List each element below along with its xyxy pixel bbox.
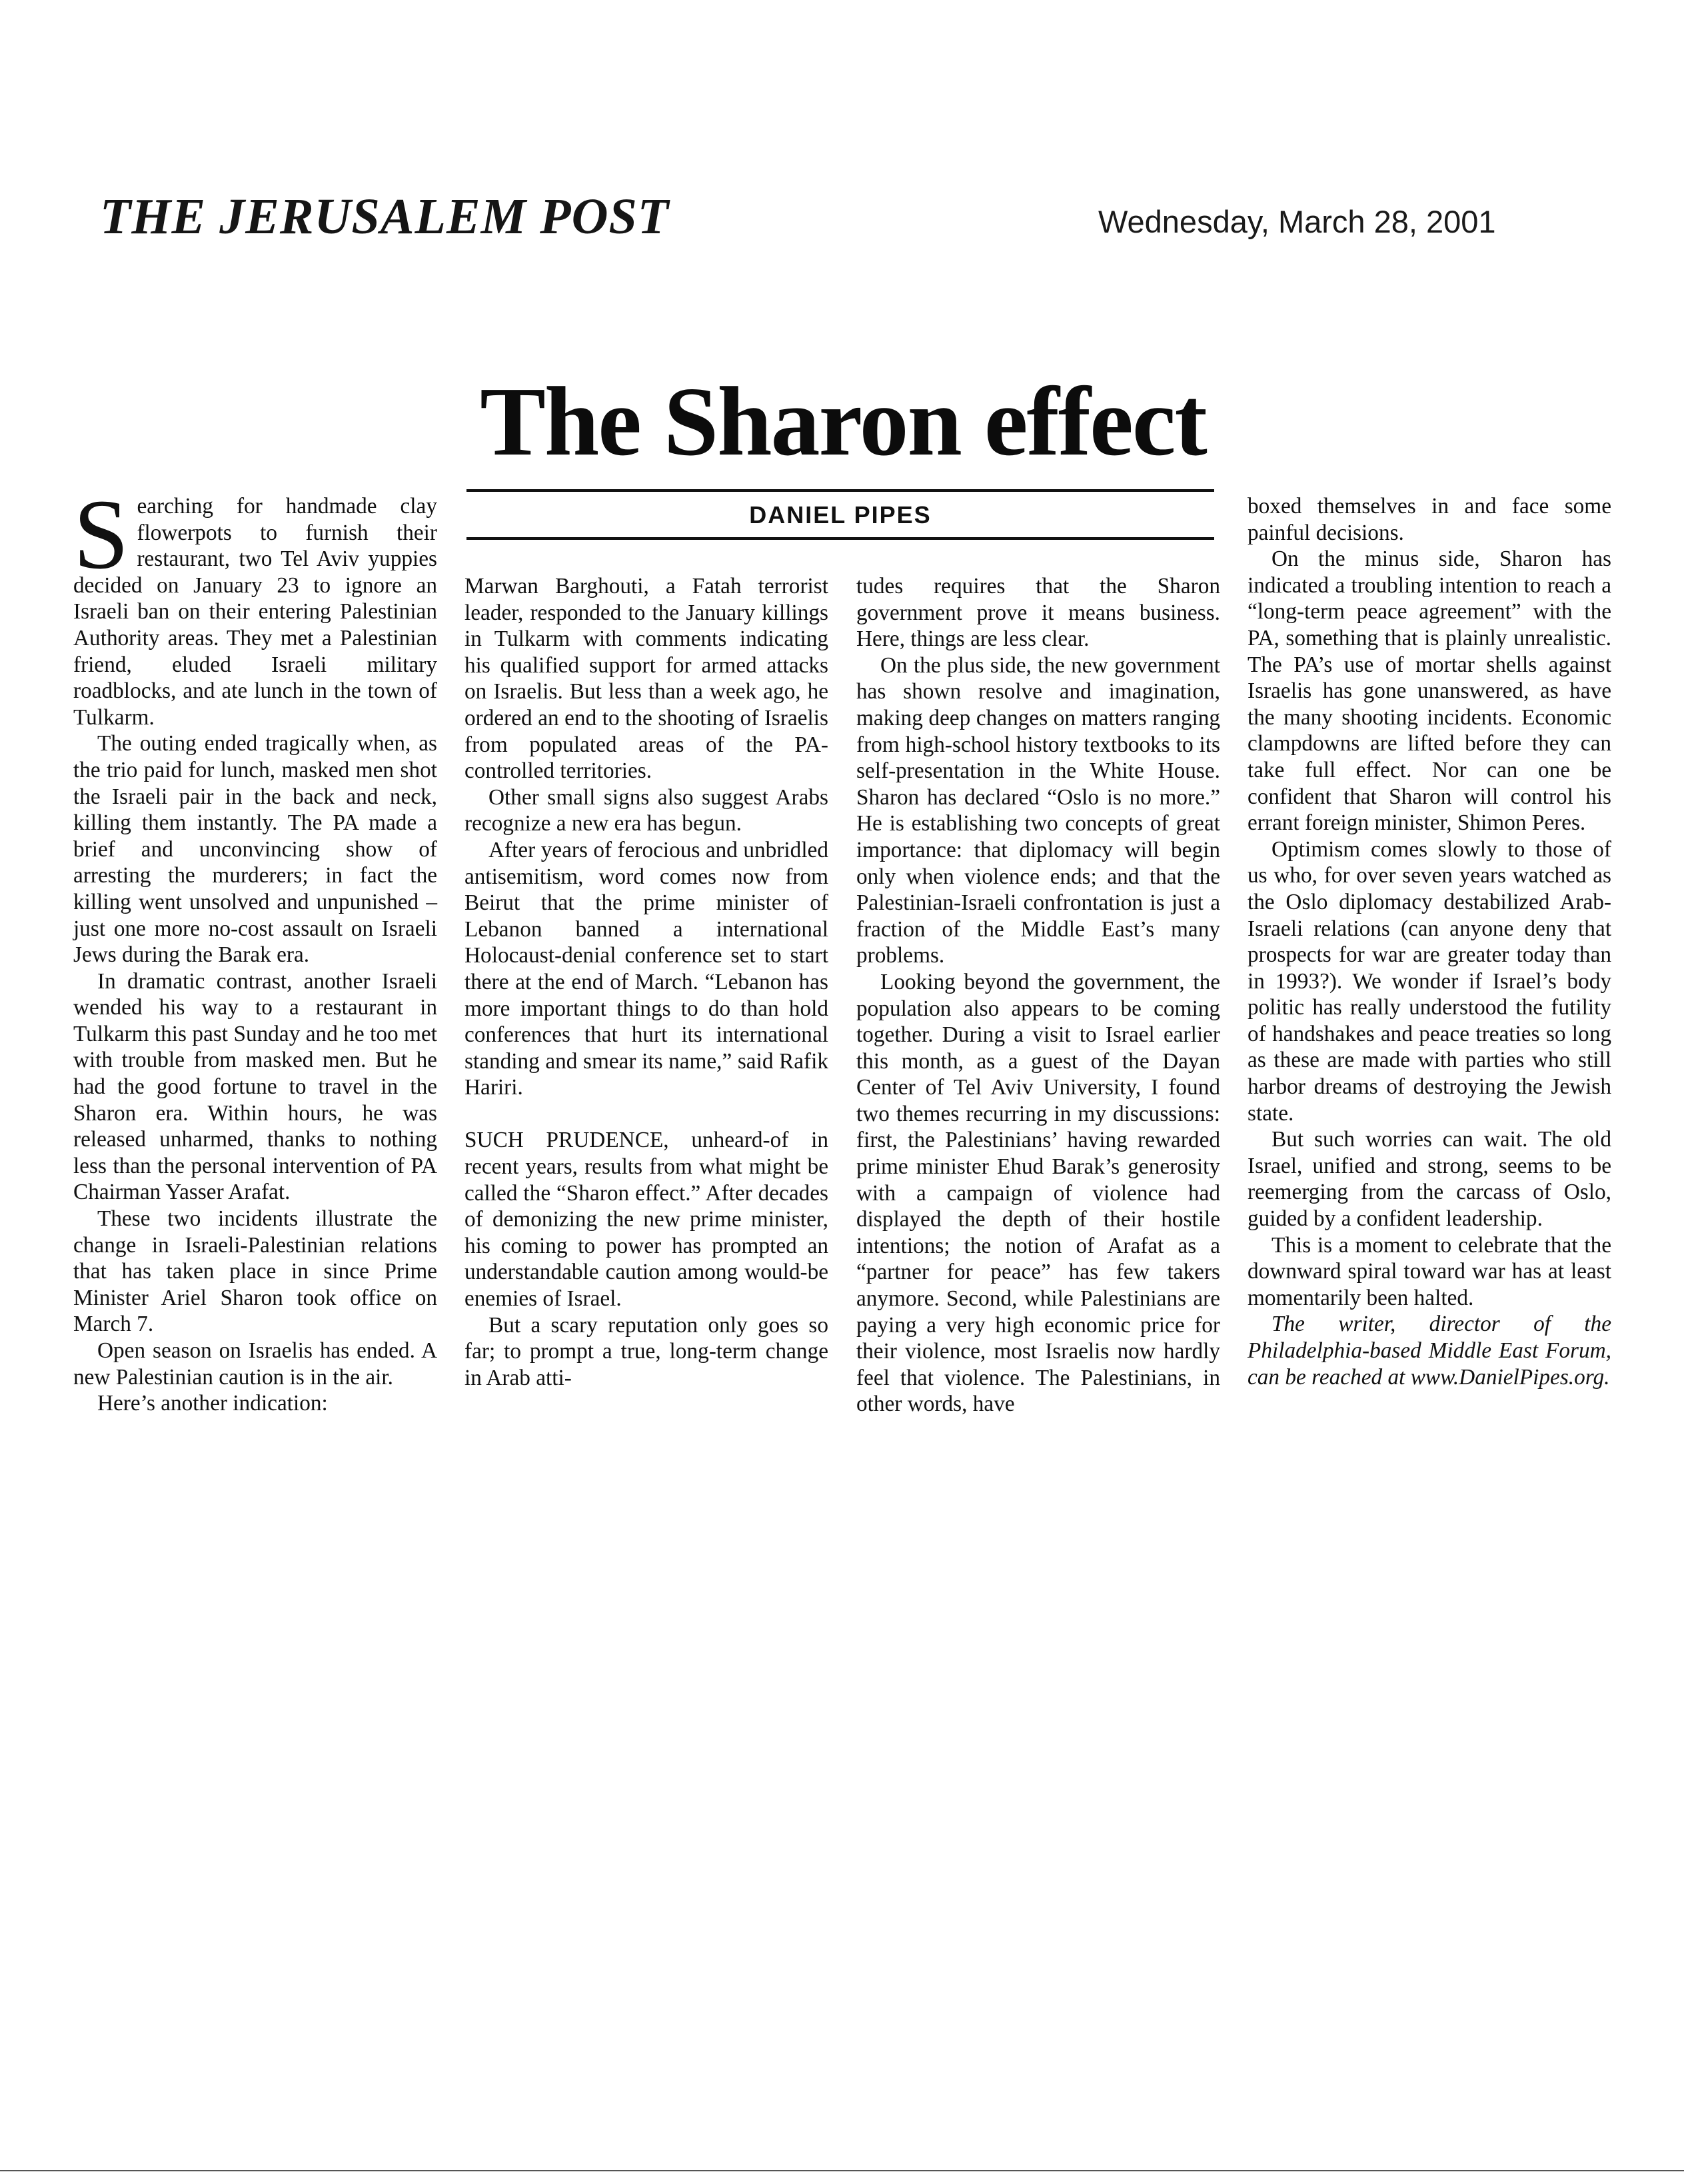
article-paragraph: In dramatic contrast, another Israeli wended his way to a restaurant in Tulkarm this past Sunday and he too met with trouble from masked men. But he had the good fortune to travel in the Sharon era. Within hours, he was released unharmed, thanks to nothing less than the personal intervention of PA Chairman Yasser Arafat. — [73, 968, 437, 1205]
article-column-1 — [73, 479, 437, 1417]
article-paragraph: On the minus side, Sharon has indicated a troubling intention to reach a “long-term peace agreement” with the PA, something that is plainly unrealistic. The PA’s use of mortar shells against Israelis has gone unanswered, as have the many shooting incidents. Economic clampdowns are lifted before they can take full effect. Nor can one be confident that Sharon will control his errant foreign minister, Shimon Peres. — [1248, 546, 1611, 836]
publication-date: Wednesday, March 28, 2001 — [1098, 204, 1496, 239]
paragraph-text: earching for handmade clay flowerpots to furnish their restaurant, two Tel Aviv yuppies decided on January 23 to ignore an Israeli ban on their entering Palestinian Authority areas. They met a Palestinian friend, eluded Israeli military roadblocks, and ate lunch in the town of Tulkarm. — [73, 494, 437, 730]
masthead: THE JERUSALEM POST — [100, 189, 670, 245]
page-bottom-rule — [0, 2170, 1684, 2171]
byline-top-rule — [466, 489, 1214, 492]
article-paragraph: tudes requires that the Sharon government prove it means business. Here, things are less clear. — [856, 574, 1220, 652]
section-paragraph: SUCH PRUDENCE, unheard-of in recent years, results from what might be called the “Sharon effect.” After decades of demonizing the new prime minister, his coming to power has prompted an understandable caution among would-be enemies of Israel. — [464, 1128, 828, 1312]
drop-cap: S — [73, 479, 129, 590]
article-paragraph: But such worries can wait. The old Israel, unified and strong, seems to be reemerging from the carcass of Oslo, guided by a confident leadership. — [1248, 1127, 1611, 1232]
article-paragraph: This is a moment to celebrate that the downward spiral toward war has at least momentarily been halted. — [1248, 1232, 1611, 1310]
article-paragraph: Marwan Barghouti, a Fatah terrorist leader, responded to the January killings in Tulkarm with comments indicating his qualified support for armed attacks on Israelis. But less than a week ago, he ordered an end to the shooting of Israelis from populated areas of the PA-controlled territories. — [464, 574, 828, 784]
article-paragraph: On the plus side, the new government has shown resolve and imagination, making deep changes on matters ranging from high-school history textbooks to its self-presentation in the White House. Sharon has declared “Oslo is no more.” He is establishing two concepts of great importance: that diplomacy will begin only when violence ends; and that the Palestinian-Israeli confrontation is just a fraction of the Middle East’s many problems. — [856, 652, 1220, 968]
author-note: The writer, director of the Philadelphia-based Middle East Forum, can be reached at www.DanielPipes.org. — [1248, 1312, 1611, 1390]
article-column-4 — [1248, 493, 1611, 1390]
article-paragraph: The outing ended tragically when, as the trio paid for lunch, masked men shot the Israeli pair in the back and neck, killing them instantly. The PA made a brief and unconvincing show of arresting the murderers; in fact the killing went unsolved and unpunished – just one more no-cost assault on Israeli Jews during the Barak era. — [73, 731, 437, 968]
article-paragraph: These two incidents illustrate the change in Israeli-Palestinian relations that has taken place in since Prime Minister Ariel Sharon took office on March 7. — [73, 1206, 437, 1337]
byline-bottom-rule — [466, 537, 1214, 540]
article-paragraph: Looking beyond the government, the population also appears to be coming together. During a visit to Israel earlier this month, as a guest of the Dayan Center of Tel Aviv University, I found two themes recurring in my discussions: first, the Palestinians’ having rewarded prime minister Ehud Barak’s generosity with a campaign of violence had displayed the depth of their hostile intentions; the notion of Arafat as a “partner for peace” has few takers anymore. Second, while Palestinians are paying a very high economic price for their violence, most Israelis now hardly feel that violence. The Palestinians, in other words, have — [856, 969, 1220, 1417]
article-paragraph: Here’s another indication: — [97, 1391, 328, 1416]
byline: DANIEL PIPES — [749, 501, 932, 529]
article-paragraph: Open season on Israelis has ended. A new Palestinian caution is in the air. — [73, 1338, 437, 1390]
article-paragraph — [73, 479, 437, 730]
article-column-2 — [464, 573, 828, 1391]
article-paragraph: Other small signs also suggest Arabs recognize a new era has begun. — [464, 784, 828, 836]
article-paragraph: boxed themselves in and face some painful decisions. — [1248, 494, 1611, 545]
headline: The Sharon effect — [480, 367, 1206, 477]
article-paragraph: But a scary reputation only goes so far; to prompt a true, long-term change in Arab atti- — [464, 1312, 828, 1390]
article-paragraph: Optimism comes slowly to those of us who, for over seven years watched as the Oslo diplomacy destabilized Arab-Israeli relations (can anyone deny that prospects for war are greater today than in 1993?). We wonder if Israel’s body politic has really understood the futility of handshakes and peace treaties so long as these are made with parties who still harbor dreams of destroying the Jewish state. — [1248, 836, 1611, 1126]
article-column-3 — [856, 573, 1220, 1418]
article-paragraph: After years of ferocious and unbridled antisemitism, word comes now from Beirut that the prime minister of Lebanon banned a international Holocaust-denial conference set to start there at the end of March. “Lebanon has more important things to do than hold conferences that hurt its international standing and smear its name,” said Rafik Hariri. — [464, 837, 828, 1100]
